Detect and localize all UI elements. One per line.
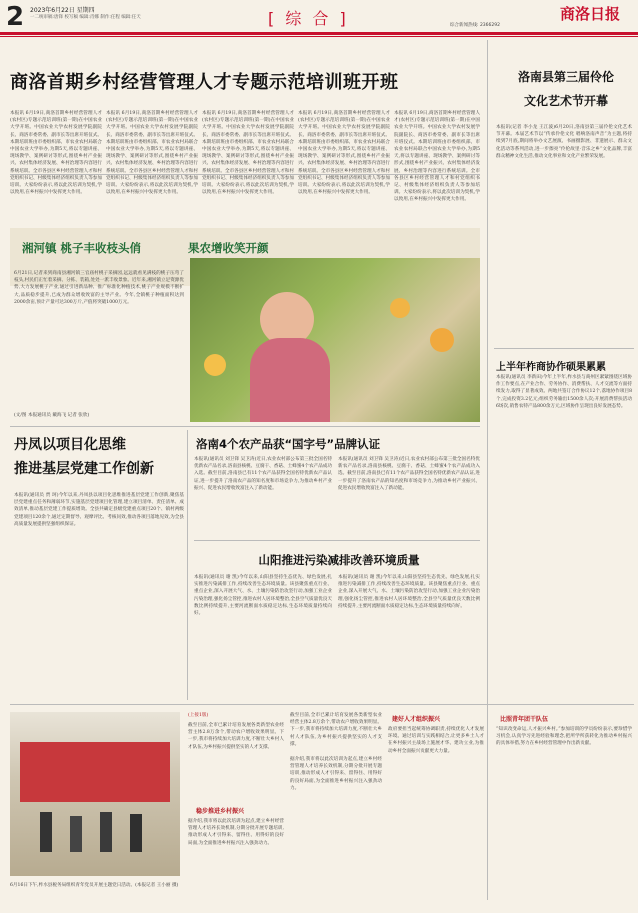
divider bbox=[194, 540, 480, 541]
lead-body-col1: 本报讯 6月19日,商洛首期乡村经营管理人才(农村区)专题示范培训班(第一期)在中国农业大学开班。中国农业大学农村发展学院副院长、商洛市委常委、副市长等出席开班仪式。本期培训班由市委组织部、市农业农村局联合中国农业大学举办,为期5天,将以专题讲座、现场教学、案例研讨等形式,围绕乡村产业振兴、农村集体经济发展、乡村治理等内容进行系统培训。全市各县区乡村经营管理人才和村党组织书记、村级集体经济组织负责人等参加培训。大家纷纷表示,将以此次培训为契机,学以致用,在乡村振兴中发挥更大作用。 bbox=[10, 111, 102, 196]
talent-section-title: 建好人才组织振兴 bbox=[392, 716, 441, 723]
youth-section-body: “知识改变命运,人才振兴乡村。”参加培训的学员纷纷表示,要珍惜学习机会,认真学习先进经验和理念,把所学所获转化为推动乡村振兴的具体举措,努力在乡村经营管理中作出新贡献。 bbox=[496, 727, 632, 747]
continuation-body-2: 据介绍,我市将以此次培训为起点,建立乡村经营管理人才培养长效机制,分期分批开展专题培训,推动形成人才引得来、留得住、用得好的良好局面,为全面推进乡村振兴注入强劲动力。 bbox=[188, 819, 284, 846]
issue-date: 2023年6月22日 星期四 bbox=[30, 7, 95, 14]
luonan-festival-headline-line2: 文化艺术节开幕 bbox=[523, 94, 608, 108]
luonan-products-headline: 洛南4个农产品获“国字号”品牌认证 bbox=[196, 437, 381, 451]
danfeng-body: 本报讯(通讯员 贾 珂)今年以来,丹凤县以项目化思维推进基层党建工作创新,聚焦基层党建重点任务和薄弱环节,实施基层党建项目化管理,建立项目清单、责任清单、成效清单,推动基层党建工作提质增效。全县共确定县级党建重点项目20个、镇村两级党建项目120余个,通过定期督导、观摩评比、考核问效,推动各项目落地见效,为全县高质量发展提供坚强组织保证。 bbox=[14, 493, 184, 527]
lead-body-col5: 本报讯 6月19日,商洛首期乡村经营管理人才(农村区)专题示范培训班(第一期)在中国农业大学开班。中国农业大学农村发展学院副院长、商洛市委常委、副市长等出席开班仪式。本期培训班由市委组织部、市农业农村局联合中国农业大学举办,为期5天,将以专题讲座、现场教学、案例研讨等形式,围绕乡村产业振兴、农村集体经济发展、乡村治理等内容进行系统培训。全市各县区乡村经营管理人才和村党组织书记、村级集体经济组织负责人等参加培训。大家纷纷表示,将以此次培训为契机,学以致用,在乡村振兴中发挥更大作用。 bbox=[394, 111, 480, 203]
lead-body-col3: 本报讯 6月19日,商洛首期乡村经营管理人才(农村区)专题示范培训班(第一期)在中国农业大学开班。中国农业大学农村发展学院副院长、商洛市委常委、副市长等出席开班仪式。本期培训班由市委组织部、市农业农村局联合中国农业大学举办,为期5天,将以专题讲座、现场教学、案例研讨等形式,围绕乡村产业振兴、农村集体经济发展、乡村治理等内容进行系统培训。全市各县区乡村经营管理人才和村党组织书记、村级集体经济组织负责人等参加培训。大家纷纷表示,将以此次培训为契机,学以致用,在乡村振兴中发挥更大作用。 bbox=[202, 111, 294, 196]
peach-fruit bbox=[204, 354, 226, 376]
continuation-col2b: 据介绍,我市将以此次培训为起点,建立乡村经营管理人才培养长效机制,分期分批开展专题培训,推动形成人才引得来、留得住、用得好的良好局面,为全面推进乡村振兴注入强劲动力。 bbox=[290, 757, 382, 791]
editor-credits: 一二统审稿:唐锋 校写稿 编辑:肖娜 制作:任程 编辑:任天 bbox=[30, 15, 141, 20]
continuation-kicker: (上接1版) bbox=[188, 713, 209, 718]
peach-credit: (文/图 本报通讯员 戴海飞 记者 张欣) bbox=[14, 413, 90, 418]
luonan-products-body-col1: 本报讯(通讯员 刘卫锋 吴卫涛)近日,农业农村部公布第三批全国名特优新农产品名录,洛南县核桃、豆腐干、香菇、土蜂蜜4个农产品成功入选。截至目前,洛南县已有11个农产品获得全国名特优新农产品认证,进一步提升了洛南农产品的知名度和市场竞争力,为推动乡村产业振兴、促进农民增收致富注入了新动能。 bbox=[194, 457, 332, 491]
shanyang-body-col1: 本报讯(通讯员 谢 凯)今年以来,山阳县坚持生态优先、绿色发展,扎实推进污染减排工作,持续改善生态环境质量。该县聚焦重点行业、重点企业,深入开展大气、水、土壤污染防治攻坚行动,加强工业企业污染治理,强化扬尘管控,推进农村人居环境整治,全县空气质量优良天数比例持续提升,主要河流断面水质稳定达标,生态环境质量持续向好。 bbox=[194, 575, 332, 617]
lead-body-col2: 本报讯 6月19日,商洛首期乡村经营管理人才(农村区)专题示范培训班(第一期)在中国农业大学开班。中国农业大学农村发展学院副院长、商洛市委常委、副市长等出席开班仪式。本期培训班由市委组织部、市农业农村局联合中国农业大学举办,为期5天,将以专题讲座、现场教学、案例研讨等形式,围绕乡村产业振兴、农村集体经济发展、乡村治理等内容进行系统培训。全市各县区乡村经营管理人才和村党组织书记、村级集体经济组织负责人等参加培训。大家纷纷表示,将以此次培训为契机,学以致用,在乡村振兴中发挥更大作用。 bbox=[106, 111, 198, 196]
person-figure bbox=[70, 816, 82, 852]
section-label: [ 综 合 ] bbox=[268, 9, 349, 28]
talent-section-body: 政府要担当起统筹协调职责,持续优化人才发展环境。通过培训与实践相结合,让更多乡土人才在乡村振兴主战场上施展才华、建功立业,为推动乡村全面振兴贡献更大力量。 bbox=[388, 727, 484, 754]
shanyang-body-col2: 本报讯(通讯员 谢 凯)今年以来,山阳县坚持生态优先、绿色发展,扎实推进污染减排工作,持续改善生态环境质量。该县聚焦重点行业、重点企业,深入开展大气、水、土壤污染防治攻坚行动,加强工业企业污染治理,强化扬尘管控,推进农村人居环境整治,全县空气质量优良天数比例持续提升,主要河流断面水质稳定达标,生态环境质量持续向好。 bbox=[338, 575, 480, 609]
page-number: 2 bbox=[6, 2, 25, 32]
person-figure bbox=[100, 812, 112, 852]
lead-headline: 商洛首期乡村经营管理人才专题示范培训班开班 bbox=[10, 72, 399, 93]
header-rule-thin bbox=[0, 36, 638, 37]
news-hotline: 综合新闻热线: 2366292 bbox=[450, 23, 500, 28]
divider bbox=[10, 426, 480, 427]
peach-body: 6月21日,记者来到商南县湘河镇三官庙村桃子采摘园,远远就看见满枝的桃子压弯了枝头,村民们正忙着采摘、分拣、装箱,处处一派丰收景象。近年来,湘河镇立足资源优势,大力发展桃子产业,通过引进新品种、推广标准化种植技术,桃子产业规模不断扩大,品质稳步提升,已成为群众增收致富的主导产业。今年,全镇桃子种植面积达到2000余亩,预计产量可达300万斤,产值将突破1000万元。 bbox=[14, 271, 184, 305]
continuation-subtitle: 稳步推进乡村振兴 bbox=[196, 808, 245, 815]
peach-headline-right: 果农增收笑开颜 bbox=[188, 241, 269, 255]
continuation-col2: 截至目前,全市已累计培育发展各类新型农业经营主体2.8万余个,带动农户增收效果明显。下一步,我市将持续加大培训力度,不断壮大乡村人才队伍,为乡村振兴提供坚实的人才支撑。 bbox=[290, 713, 382, 747]
person-figure bbox=[40, 812, 52, 852]
divider bbox=[494, 348, 634, 349]
peach-fruit bbox=[430, 328, 454, 352]
divider bbox=[10, 174, 480, 175]
peach-headline-left: 湘河镇 桃子丰收枝头俏 bbox=[22, 241, 142, 255]
zhashui-body: 本报讯(通讯员 李新田)今年上半年,柞水县与商州区紧紧围绕区域协作工作要点,在产业合作、劳务协作、消费帮扶、人才交流等方面持续发力,取得了显著成效。两地共签订合作协议12个,落地协作项目8个,完成投资3.2亿元;组织劳务输出1500余人次;开展消费帮扶活动6场次,销售农特产品800余万元,区域协作呈现出良好发展态势。 bbox=[496, 375, 632, 409]
danfeng-headline-line2: 推进基层党建工作创新 bbox=[14, 461, 154, 477]
red-banner-wall bbox=[20, 742, 170, 802]
danfeng-headline-line1: 丹凤以项目化思维 bbox=[14, 437, 126, 453]
peach-harvest-photo bbox=[190, 258, 480, 422]
divider bbox=[10, 704, 634, 705]
farmer-shirt bbox=[250, 338, 330, 422]
column-divider bbox=[487, 40, 488, 900]
party-activity-photo bbox=[10, 712, 180, 876]
header-rule bbox=[0, 32, 638, 35]
lead-body-col4: 本报讯 6月19日,商洛首期乡村经营管理人才(农村区)专题示范培训班(第一期)在中国农业大学开班。中国农业大学农村发展学院副院长、商洛市委常委、副市长等出席开班仪式。本期培训班由市委组织部、市农业农村局联合中国农业大学举办,为期5天,将以专题讲座、现场教学、案例研讨等形式,围绕乡村产业振兴、农村集体经济发展、乡村治理等内容进行系统培训。全市各县区乡村经营管理人才和村党组织书记、村级集体经济组织负责人等参加培训。大家纷纷表示,将以此次培训为契机,学以致用,在乡村振兴中发挥更大作用。 bbox=[298, 111, 390, 196]
luonan-festival-body: 本报讯(记者 李小龙 王江波)6月20日,洛南县第三届伶伦文化艺术节开幕。本届艺术节以“传承伶伦文化 唱响洛南声音”为主题,将持续到7月底,期间将举办文艺展演、书画摄影展、非遗展示、群众文化活动等系列活动,进一步擦亮“伶伦故里·音乐之乡”文化品牌,丰富群众精神文化生活,推动文化事业和文化产业繁荣发展。 bbox=[496, 125, 632, 159]
photo-caption: 6月16日下午,柞水县税务局组织青年党员开展主题党日活动。(本报记者 王小丽 摄) bbox=[10, 883, 179, 888]
newspaper-logo: 商洛日报 bbox=[560, 5, 621, 23]
continuation-body: 截至目前,全市已累计培育发展各类新型农业经营主体2.8万余个,带动农户增收效果明显。下一步,我市将持续加大培训力度,不断壮大乡村人才队伍,为乡村振兴提供坚实的人才支撑。 bbox=[188, 723, 284, 750]
peach-fruit bbox=[390, 298, 410, 318]
luonan-festival-headline-line1: 洛南县第三届伶伦 bbox=[517, 70, 614, 84]
shanyang-headline: 山阳推进污染减排改善环境质量 bbox=[258, 553, 420, 567]
person-figure bbox=[130, 814, 142, 852]
luonan-products-body-col2: 本报讯(通讯员 刘卫锋 吴卫涛)近日,农业农村部公布第三批全国名特优新农产品名录,洛南县核桃、豆腐干、香菇、土蜂蜜4个农产品成功入选。截至目前,洛南县已有11个农产品获得全国名特优新农产品认证,进一步提升了洛南农产品的知名度和市场竞争力,为推动乡村产业振兴、促进农民增收致富注入了新动能。 bbox=[338, 457, 480, 491]
zhashui-headline: 上半年柞商协作硕果累累 bbox=[496, 362, 606, 373]
youth-section-title: 比照青年团干队伍 bbox=[500, 716, 549, 723]
column-divider bbox=[187, 430, 188, 700]
